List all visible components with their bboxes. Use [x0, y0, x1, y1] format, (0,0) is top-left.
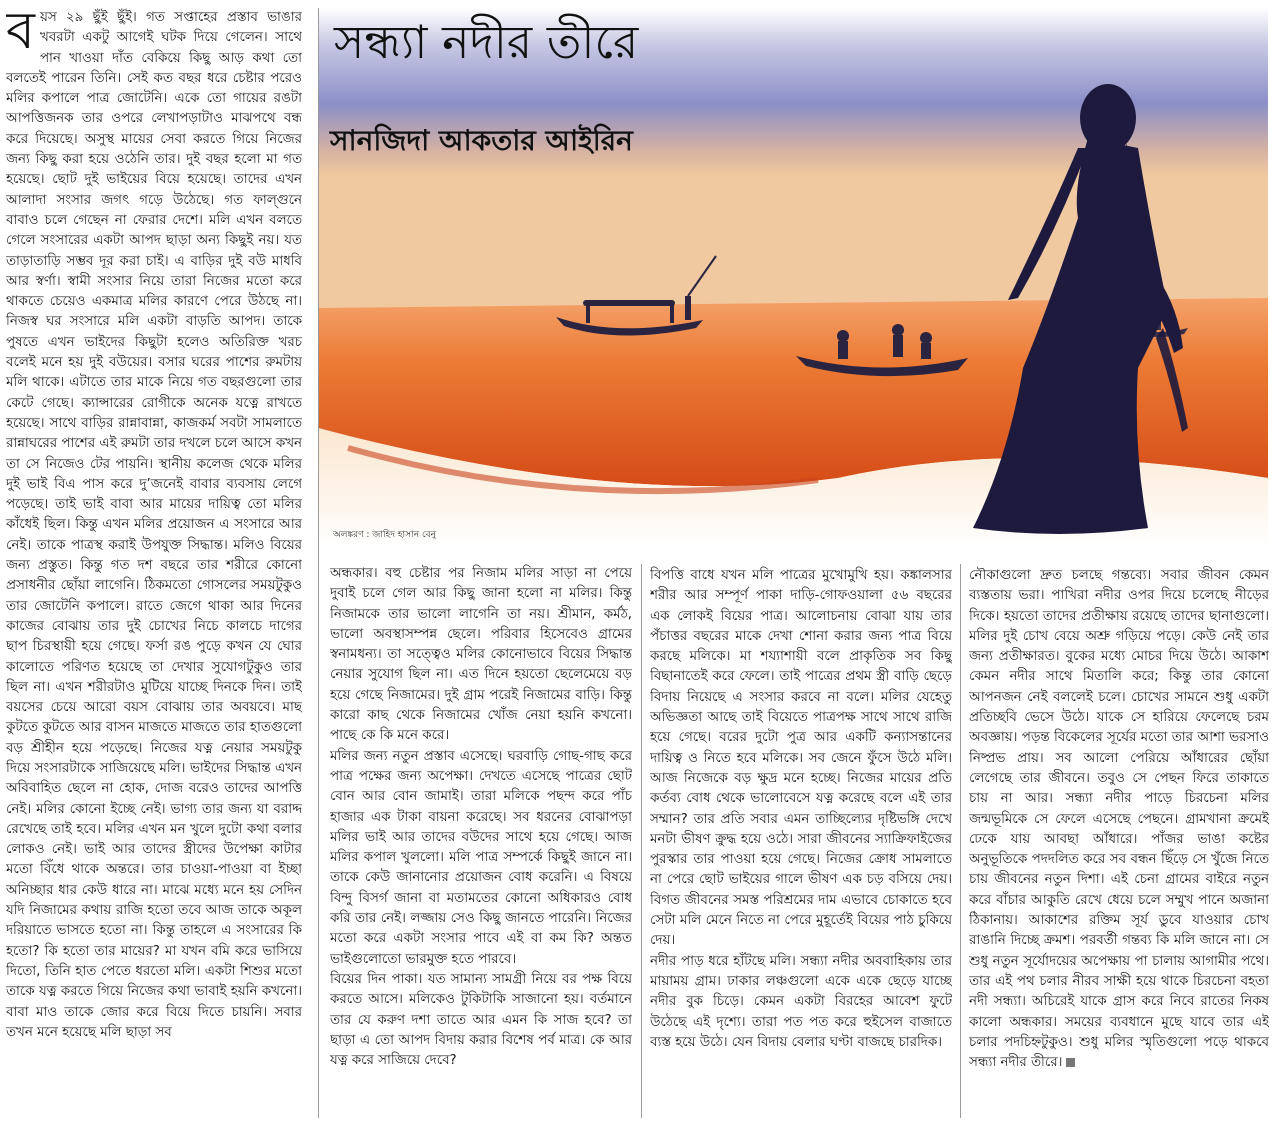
end-mark-icon — [1066, 1058, 1075, 1067]
paragraph: বিপত্তি বাধে যখন মলি পাত্রের মুখোমুখি হয়। কঙ্কালসার শরীর আর সম্পূর্ণ পাকা দাড়ি-গোফওয়ালা ৫৬ বছরের এক লোকই বিয়ের পাত্র। আলোচনায় বোঝা যায় তার পঁচাত্তর বছরের মাকে দেখা শোনা করার জন্য পাত্র বিয়ে করছে মলিকে। মা শয্যাশায়ী বলে প্রাকৃতিক সব কিছু বিছানাতেই করে ফেলে। তাই পাত্রের প্রথম স্ত্রী বাড়ি ছেড়ে বিদায় নিয়েছে এ সংসার করবে না বলে। মলির যেহেতু অভিজ্ঞতা আছে তাই বিয়েতে পাত্রপক্ষ সাথে সাথে রাজি হয়ে গেছে। বরের দুটো পুত্র আর একটি কন্যাসন্তানের দায়িত্ব ও নিতে হবে মলিকে। সব জেনে ফুঁসে উঠে মলি। আজ নিজেকে বড় ক্ষুদ্র মনে হচ্ছে। নিজের মায়ের প্রতি কর্তব্য বোধ থেকে ভালোবেসে যত্ন করেছে বলে এই তার সম্মান? তার প্রতি সবার এমন তাচ্ছিল্যের দৃষ্টিভঙ্গি দেখে মনটা ভীষণ ক্রুদ্ধ হয়ে ওঠে। সারা জীবনের স্যাক্রিফাইজের পুরস্কার তার পাওয়া হয়ে গেছে। নিজের ক্রোধ সামলাতে না পেরে ছোট ভাইয়ের গালে ভীষণ এক চড় বসিয়ে দেয়। বিগত জীবনের সমস্ত পরিশ্রমের দাম এভাবে চোকাতে হবে সেটা মলি মেনে নিতে না পেরে মুহূর্তেই বিয়ের পাঠ চুকিয়ে দেয়। — [650, 568, 952, 949]
column-rule — [960, 564, 961, 1118]
article-column-2 — [330, 564, 632, 1118]
paragraph: অন্ধকার। বহু চেষ্টার পর নিজাম মলির সাড়া না পেয়ে দুবাই চলে গেল আর কিছু জানা হলো না মলির। কিন্তু নিজামকে তার ভালো লাগেনি তা নয়। শ্রীমান, কর্মঠ, ভালো অবস্থাসম্পন্ন ছেলে। পরিবার হিসেবেও গ্রামের স্বনামধন্য। তা সত্ত্বেও মলির কোনোভাবে বিয়ের সিদ্ধান্ত নেয়ার সুযোগ ছিল না। এত দিনে হয়তো ছেলেমেয়ে বড় হয়ে গেছে নিজামের। দুই গ্রাম পরেই নিজামের বাড়ি। কিন্তু কারো কাছ থেকে নিজামের খোঁজ নেয়া হয়নি কখনো। পাছে কে কি মনে করে। — [330, 566, 632, 744]
article-column-4 — [969, 566, 1269, 1118]
article-column-1 — [6, 8, 302, 1118]
article-author: সানজিদা আকতার আইরিন — [330, 124, 633, 157]
paragraph: নদীর পাড় ধরে হাঁটছে মলি। সন্ধ্যা নদীর অববাহিকায় তার মায়াময় গ্রাম। ঢাকার লঞ্চগুলো একে একে ছেড়ে যাচ্ছে নদীর বুক চিড়ে। কেমন একটা বিরহের আবেশ ফুটে উঠেছে এই দৃশ্যে। তারা পত পত করে হুইসেল বাজাতে ব্যস্ত হয়ে উঠে। যেন বিদায় বেলার ঘণ্টা বাজছে চারদিক। — [650, 953, 952, 1050]
column-rule — [318, 8, 319, 1118]
paragraph — [969, 566, 1269, 1073]
illustration-credit: অলঙ্করণ : জাহিদ হাসান বেনু — [333, 530, 436, 540]
paragraph: মলির জন্য নতুন প্রস্তাব এসেছে। ঘরবাড়ি গোছ-গাছ করে পাত্র পক্ষের জন্য অপেক্ষা। দেখতে এসেছে পাত্রের ছোট বোন আর বোন জামাই। তারা মলিকে পছন্দ করে পাঁচ হাজার এক টাকা বায়না করেছে। সব ধরনের বোঝাপড়া মলির ভাই আর তাদের বউদের সাথে হয়ে গেছে। আজ মলির কপাল খুললো। মলি পাত্র সম্পর্কে কিছুই জানে না। তাকে কেউ জানানোর প্রয়োজন বোধ করেনি। এ বিষয়ে বিন্দু বিসর্গ জানা বা মতামতের কোনো অধিকারও বোধ করি তার নেই। লজ্জায় সেও কিছু জানতে পারেনি। নিজের মতো করে একটা সংসার পাবে এই বা কম কি? অন্তত ভাইগুলোতো ভারমুক্ত হতে পারবে। — [330, 748, 632, 967]
paragraph-text: নৌকাগুলো দ্রুত চলছে গন্তব্যে। সবার জীবন কেমন ব্যস্ততায় ভরা। পাখিরা নদীর ওপর দিয়ে চলেছে নীড়ের দিকে। হয়তো তাদের প্রতীক্ষায় রয়েছে তাদের ছানাগুলো। মলির দুই চোখ বেয়ে অশ্রু গড়িয়ে পড়ে। কেউ নেই তার জন্য প্রতীক্ষারত। বুকের মধ্যে মোচর দিয়ে উঠে। আকাশ কেমন নদীর সাথে মিতালি করে; কিন্তু তার কোনো আপনজন নেই বললেই চলে। চোখের সামনে শুধু একটা প্রতিচ্ছবি ভেসে উঠে। যাকে সে হারিয়ে ফেলেছে চরম অবজ্ঞায়। পড়ন্ত বিকেলের সূর্যের মতো তার আশা ভরসাও নিষ্প্রভ প্রায়। সব আলো পেরিয়ে আঁধারের ছোঁয়া লেগেছে তার জীবনে। তবুও সে পেছন ফিরে তাকাতে চায় না আর। সন্ধ্যা নদীর পাড়ে চিরচেনা মলির জন্মভূমিকে সে ফেলে এসেছে পেছনে। গ্রামখানা ক্রমেই ঢেকে যায় আবছা আঁধারে। পাঁজর ভাঙা কষ্টের অনুভূতিকে পদদলিত করে সব বন্ধন ছিঁড়ে সে খুঁজে নিতে চায় জীবনের নতুন দিশা। এই চেনা গ্রামের বাইরে নতুন করে বাঁচার আকুতি রেখে ধেয়ে চলে সম্মুখ পানে অজানা ঠিকানায়। আকাশের রক্তিম সূর্য ডুবে যাওয়ার চোখ রাঙানি দিচ্ছে ক্রমশ। পরবর্তী গন্তব্য কি মলি জানে না। সে শুধু নতুন সূর্যোদয়ের অপেক্ষায় পা চালায় আগামীর পথে। তার এই পথ চলার নীরব সাক্ষী হয়ে থাকে চিরচেনা বহতা নদী সন্ধ্যা। অচিরেই যাকে গ্রাস করে নিবে রাতের নিকষ কালো অন্ধকার। সময়ের ব্যবধানে মুছে যাবে তার এই চলার পদচিহ্নটুকুও। শুধু মলির স্মৃতিগুলো পড়ে থাকবে সন্ধ্যা নদীর তীরে। — [969, 568, 1269, 1071]
paragraph: বিয়ের দিন পাকা। যত সামান্য সামগ্রী নিয়ে বর পক্ষ বিয়ে করতে আসে। মলিকেও টুকিটাকি সাজানো হয়। বর্তমানে তার যে করুণ দশা তাতে আর এমন কি সাজ হবে? তা ছাড়া এ তো আপদ বিদায় করার বিশেষ পর্ব মাত্র। কে আর যত্ন করে সাজিয়ে দেবে? — [330, 971, 632, 1069]
paragraph: য়স ২৯ ছুঁই ছুঁই। গত সপ্তাহের প্রস্তাব ভাঙার খবরটা একটু আগেই ঘটক দিয়ে গেলেন। সাথে পান খাওয়া দাঁত বেকিয়ে কিছু আড় কথা তো বলতেই পারেন তিনি। সেই কত বছর ধরে চেষ্টার পরেও মলির কপালে পাত্র জোটেনি। একে তো গায়ের রঙটা আপত্তিজনক তার ওপরে লেখাপড়াটাও মাঝপথে বন্ধ করে দিয়েছে। অসুস্থ মায়ের সেবা করতে গিয়ে নিজের জন্য কিছু করা হয়ে ওঠেনি তার। দুই বছর হলো মা গত হয়েছে। ছোট দুই ভাইয়ের বিয়ে হয়েছে। তাদের এখন আলাদা সংসার জগৎ গড়ে উঠেছে। গত ফাল্গুনে বাবাও চলে গেছেন না ফেরার দেশে। মলি এখন বলতে গেলে সংসারের একটা আপদ ছাড়া অন্য কিছুই নয়। যত তাড়াতাড়ি সম্ভব দূর করা চাই। এ বাড়ির দুই বউ মাধবি আর স্বর্ণা। স্বামী সংসার নিয়ে তারা নিজের মতো করে থাকতে চেয়েও একমাত্র মলির কারণে পেরে উঠছে না। নিজস্ব ঘর সংসারে মলি একটা বাড়তি আপদ। তাকে পুষতে এখন ভাইদের কিছুটা হলেও অতিরিক্ত খরচ বলেই মনে হয় দুই বউয়ের। বসার ঘরের পাশের রুমটায় মলি থাকে। এটাতে তার মাকে নিয়ে গত বছরগুলো তার কেটে গেছে। ক্যান্সারের রোগীকে অনেক যত্নে রাখতে হয়েছে। সাথে বাড়ির রান্নাবান্না, কাজকর্ম সবটা সামলাতে রান্নাঘরের পাশের এই রুমটা তার দখলে চলে আসে কখন তা সে নিজেও টের পায়নি। স্থানীয় কলেজ থেকে মলির দুই ভাই বিএ পাস করে দু’জনেই বাবার ব্যবসায় লেগে পড়েছে। তাই ভাই বাবা আর মায়ের দায়িত্ব তো মলির কাঁধেই ছিল। কিন্তু এখন মলির প্রয়োজন এ সংসারে আর নেই। তাকে পাত্রস্থ করাই উপযুক্ত সিদ্ধান্ত। মলিও বিয়ের জন্য প্রস্তুত। কিন্তু গত দশ বছরে তার শরীরে কোনো প্রসাধনীর ছোঁয়া লাগেনি। ঠিকমতো গোসলের সময়টুকুও তার জোটেনি কপালে। রাতে জেগে থাকা আর দিনের কাজের বোঝায় তার দুই চোখের নিচে কালচে দাগের ছাপ চিরস্থায়ী হয়ে গেছে। ফর্সা রঙ পুড়ে কখন যে ঘোর কালোতে পরিণত হয়েছে তা দেখার সুযোগটুকুও তার ছিল না। এখন শরীরটাও মুটিয়ে যাচ্ছে দিনকে দিন। তাই বয়সের চেয়ে আরো বয়স বোঝায় তার অবয়বে। মাছ কুটতে কুটতে আর বাসন মাজতে মাজতে তার হাতগুলো বড় শ্রীহীন হয়ে পড়েছে। নিজের যত্ন নেয়ার সময়টুকু দিয়ে সংসারটাকে সাজিয়েছে মলি। ভাইদের সিদ্ধান্ত এখন অবিবাহিত ছেলে না হোক, দোজ বরেও তাদের আপত্তি নেই। মলির কোনো ইচ্ছে নেই। ভাগ্য তার জন্য যা বরাদ্দ রেখেছে তাই হবে। মলির এখন মন খুলে দুটো কথা বলার লোকও নেই। ভাই আর তাদের স্ত্রীদের উপেক্ষা কাটার মতো বিঁধে থাকে অন্তরে। তার চাওয়া-পাওয়া বা ইচ্ছা অনিচ্ছার ধার কেউ ধারে না। মাঝে মধ্যে মনে হয় সেদিন যদি নিজামের কথায় রাজি হতো তবে আজ তাকে অকূল দরিয়াতে ভাসতে হতো না। কিন্তু তাহলে এ সংসারের কি হতো? কি হতো তার মায়ের? মা যখন বমি করে ভাসিয়ে দিতো, তিনি হাত পেতে ধরতো মলি। একটা শিশুর মতো তাকে যত্ন করতে গিয়ে নিজের কথা ভাবাই হয়নি কখনো। বাবা মাও তাকে জোর করে বিয়ে দিতে চায়নি। সবার তখন মনে হয়েছে মলি ছাড়া সব — [6, 10, 302, 1040]
drop-cap: ব — [6, 8, 35, 61]
article-illustration — [318, 8, 1268, 548]
river-sunset-illustration — [318, 8, 1268, 548]
column-rule — [641, 564, 642, 1118]
article-column-3 — [650, 566, 952, 1118]
article-title: সন্ধ্যা নদীর তীরে — [334, 15, 639, 69]
